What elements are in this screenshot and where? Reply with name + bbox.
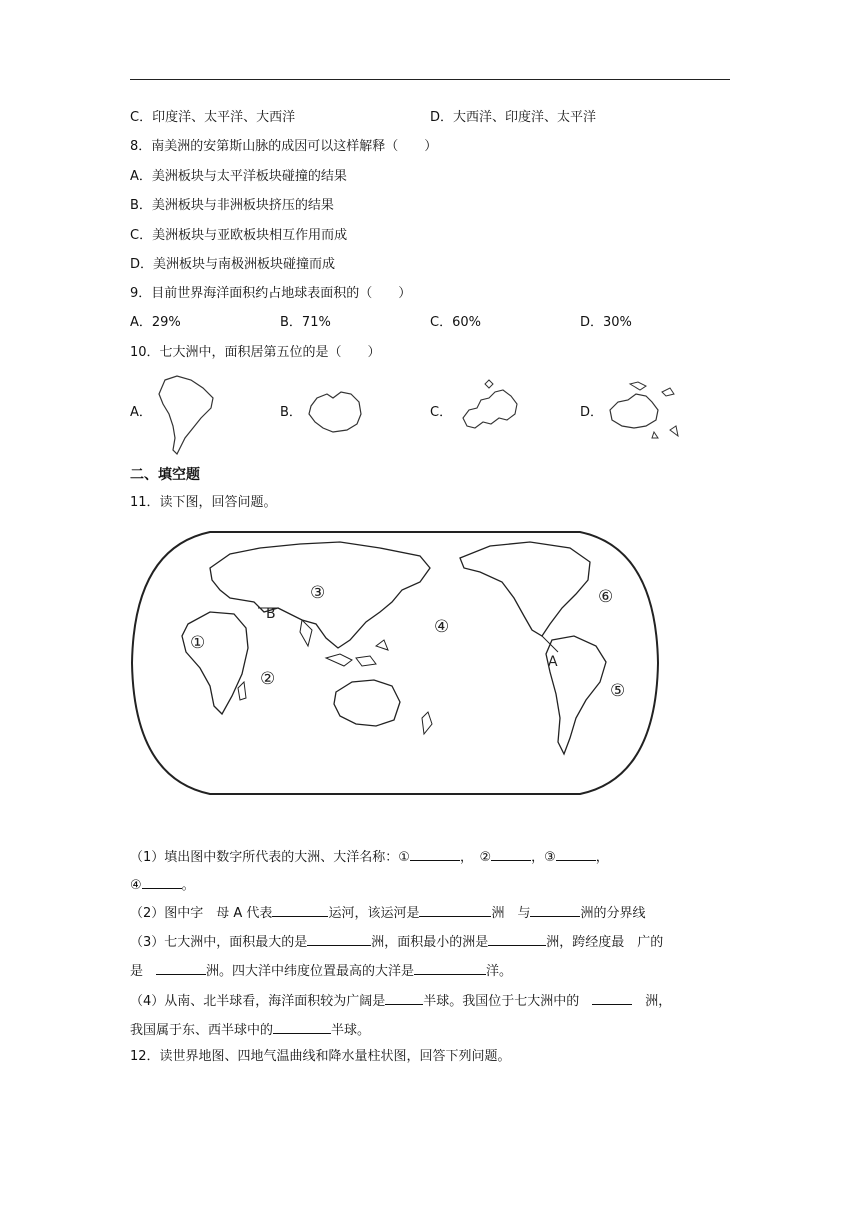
- q11-part3: [130, 931, 740, 952]
- q11-p1-text-f: 。: [181, 878, 195, 893]
- answer-blank-11[interactable]: [414, 960, 486, 975]
- q8-option-b: B．美洲板块与非洲板块挤压的结果: [130, 198, 334, 213]
- answer-blank-14[interactable]: [273, 1019, 331, 1034]
- map-label-3: ③: [310, 583, 326, 603]
- q9-option-b: B．71%: [280, 315, 331, 330]
- answer-blank-4[interactable]: [142, 874, 182, 889]
- map-label-4: ④: [434, 617, 450, 637]
- answer-blank-12[interactable]: [385, 990, 423, 1005]
- q11-p4-text-b: 半球。我国位于七大洲中的: [423, 994, 593, 1009]
- answer-blank-1[interactable]: [410, 846, 460, 861]
- q9-option-d: D．30%: [580, 315, 632, 330]
- q11-p4-text-d: 我国属于东、西半球中的: [130, 1023, 274, 1038]
- q11-p2-text-a: （2）图中字 母 A 代表: [130, 906, 273, 921]
- q11-p3-text-a: （3）七大洲中，面积最大的是: [130, 935, 308, 950]
- q9-stem: 9．目前世界海洋面积约占地球表面积的（ ）: [130, 286, 412, 301]
- answer-blank-13[interactable]: [592, 990, 632, 1005]
- q11-p1-text-b: ， ②: [459, 850, 492, 865]
- q11-p3-text-f: 洋。: [486, 964, 513, 979]
- answer-blank-8[interactable]: [307, 931, 371, 946]
- q11-p2-text-d: 洲的分界线: [580, 906, 646, 921]
- map-label-b: B: [266, 606, 276, 622]
- q12-stem: 12．读世界地图、四地气温曲线和降水量柱状图，回答下列问题。: [130, 1049, 511, 1064]
- q10-option-b: B．: [280, 405, 302, 420]
- answer-blank-5[interactable]: [272, 902, 328, 917]
- south-america-outline-icon: [155, 374, 217, 456]
- q11-part2: [130, 902, 740, 923]
- q7-option-d: D．大西洋、印度洋、太平洋: [430, 110, 597, 125]
- q11-p2-text-c: 洲 与: [491, 906, 531, 921]
- answer-blank-2[interactable]: [491, 846, 531, 861]
- answer-blank-6[interactable]: [419, 902, 491, 917]
- answer-blank-3[interactable]: [556, 846, 596, 861]
- q11-p1-text-a: （1）填出图中数字所代表的大洲、大洋名称：①: [130, 850, 410, 865]
- q11-p4-text-a: （4）从南、北半球看，海洋面积较为广阔是: [130, 994, 386, 1009]
- q10-option-a: A．: [130, 405, 152, 420]
- q11-p1-text-d: ，: [595, 850, 609, 865]
- q11-p2-text-b: 运河，该运河是: [328, 906, 420, 921]
- q11-p3-text-d: 是: [130, 964, 157, 979]
- q10-option-c: C．: [430, 405, 453, 420]
- q10-option-d: D．: [580, 405, 604, 420]
- answer-blank-10[interactable]: [156, 960, 206, 975]
- q7-option-c: C．印度洋、太平洋、大西洋: [130, 110, 296, 125]
- oceania-outline-icon: [600, 380, 682, 442]
- map-label-1: ①: [190, 633, 206, 653]
- antarctica-outline-icon: [303, 386, 365, 436]
- q11-p4-text-e: 半球。: [331, 1023, 371, 1038]
- q8-option-a: A．美洲板块与太平洋板块碰撞的结果: [130, 169, 347, 184]
- q11-p1-text-c: ，③: [531, 850, 556, 865]
- map-label-a: A: [548, 654, 558, 670]
- map-label-5: ⑤: [610, 681, 626, 701]
- q11-p3-text-c: 洲，跨经度最 广的: [546, 935, 664, 950]
- answer-blank-7[interactable]: [530, 902, 580, 917]
- q9-option-a: A．29%: [130, 315, 181, 330]
- answer-blank-9[interactable]: [488, 931, 546, 946]
- header-rule: [130, 79, 730, 80]
- q11-part1: [130, 846, 740, 867]
- q11-p3-text-e: 洲。四大洋中纬度位置最高的大洋是: [206, 964, 415, 979]
- q8-option-c: C．美洲板块与亚欧板块相互作用而成: [130, 228, 348, 243]
- q11-part1-cont: [130, 874, 740, 895]
- q11-part4-cont: [130, 1019, 740, 1040]
- europe-outline-icon: [455, 378, 525, 436]
- q11-p1-text-e: ④: [130, 878, 142, 893]
- q11-stem: 11．读下图，回答问题。: [130, 495, 277, 510]
- q11-part4: [130, 990, 740, 1011]
- map-label-6: ⑥: [598, 587, 614, 607]
- q10-stem: 10．七大洲中，面积居第五位的是（ ）: [130, 345, 381, 360]
- q9-option-c: C．60%: [430, 315, 481, 330]
- q11-part3-cont: [130, 960, 740, 981]
- q11-p4-text-c: 洲，: [632, 994, 672, 1009]
- q8-stem: 8．南美洲的安第斯山脉的成因可以这样解释（ ）: [130, 139, 438, 154]
- world-map: [130, 528, 660, 798]
- q11-p3-text-b: 洲，面积最小的洲是: [371, 935, 489, 950]
- q8-option-d: D．美洲板块与南极洲板块碰撞而成: [130, 257, 336, 272]
- map-label-2: ②: [260, 669, 276, 689]
- section-title: 二、填空题: [130, 467, 200, 483]
